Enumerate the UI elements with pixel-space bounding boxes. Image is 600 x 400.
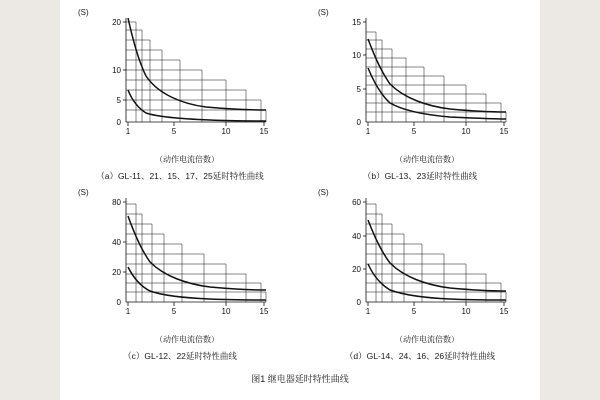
svg-text:0: 0: [356, 118, 361, 127]
svg-text:0: 0: [356, 298, 361, 307]
svg-text:60: 60: [352, 198, 361, 207]
svg-text:5: 5: [411, 307, 417, 314]
svg-text:10: 10: [221, 307, 231, 314]
svg-text:10: 10: [221, 127, 231, 134]
svg-text:5: 5: [171, 127, 177, 134]
svg-text:5: 5: [411, 127, 417, 134]
svg-text:10: 10: [352, 51, 361, 60]
svg-text:10: 10: [461, 307, 471, 314]
chart-caption-d: （d）GL‑14、24、16、26延时特性曲线: [344, 351, 496, 361]
chart-panel-c: [60, 184, 300, 364]
plot-area-c: [106, 194, 268, 314]
svg-text:5: 5: [116, 96, 121, 105]
chart-caption-c: （c）GL‑12、22延时特性曲线: [123, 351, 237, 361]
svg-text:10: 10: [112, 66, 121, 75]
figure-caption: 图1 继电器延时特性曲线: [251, 374, 349, 384]
x-axis-label-b: （动作电流倍数）: [395, 155, 459, 164]
svg-text:15: 15: [499, 127, 508, 134]
svg-text:1: 1: [125, 307, 131, 314]
svg-text:15: 15: [352, 18, 361, 27]
chart-panel-a: [60, 4, 300, 184]
plot-area-a: [106, 14, 268, 134]
plot-svg-c: [106, 194, 268, 314]
chart-caption-a: （a）GL‑11、21、15、17、25延时特性曲线: [96, 171, 264, 181]
chart-caption-b: （b）GL‑13、23延时特性曲线: [362, 171, 478, 181]
svg-text:1: 1: [365, 307, 371, 314]
svg-text:0: 0: [116, 298, 121, 307]
plot-svg-a: [106, 14, 268, 134]
svg-text:40: 40: [352, 232, 361, 241]
svg-text:0: 0: [116, 118, 121, 127]
plot-svg-d: [346, 194, 508, 314]
x-axis-label-d: （动作电流倍数）: [395, 335, 459, 344]
svg-text:80: 80: [112, 198, 121, 207]
svg-text:1: 1: [125, 127, 131, 134]
svg-text:20: 20: [112, 268, 121, 277]
svg-text:10: 10: [461, 127, 471, 134]
chart-panel-d: [300, 184, 540, 364]
y-unit-label-c: (S): [78, 188, 89, 197]
svg-text:15: 15: [259, 307, 268, 314]
y-unit-label-a: (S): [78, 8, 89, 17]
svg-text:1: 1: [365, 127, 371, 134]
svg-text:5: 5: [356, 85, 361, 94]
plot-svg-b: [346, 14, 508, 134]
plot-area-b: [346, 14, 508, 134]
svg-text:20: 20: [352, 265, 361, 274]
svg-text:15: 15: [259, 127, 268, 134]
svg-text:5: 5: [171, 307, 177, 314]
x-axis-label-c: （动作电流倍数）: [155, 335, 219, 344]
y-unit-label-d: (S): [318, 188, 329, 197]
svg-text:15: 15: [499, 307, 508, 314]
chart-panel-b: [300, 4, 540, 184]
svg-text:20: 20: [112, 18, 121, 27]
charts-grid: [60, 4, 540, 364]
svg-text:40: 40: [112, 238, 121, 247]
y-unit-label-b: (S): [318, 8, 329, 17]
plot-area-d: [346, 194, 508, 314]
x-axis-label-a: （动作电流倍数）: [155, 155, 219, 164]
